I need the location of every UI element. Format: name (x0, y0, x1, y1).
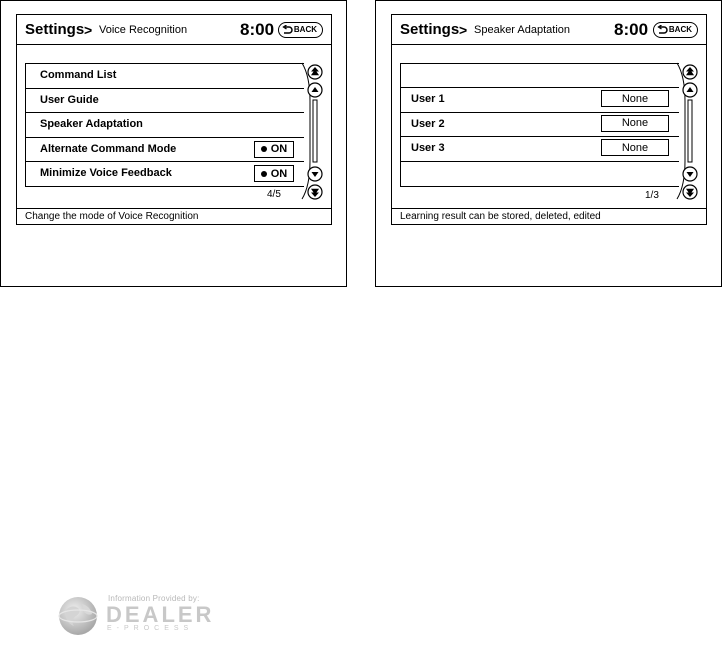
scroll-rail (300, 61, 330, 211)
user-label: User 2 (411, 117, 445, 130)
toggle-dot-icon (261, 171, 267, 177)
scroll-rail (675, 61, 705, 211)
page-down-icon[interactable] (683, 185, 697, 199)
speaker-adaptation-screen (391, 14, 707, 225)
list-spacer (401, 162, 679, 188)
header (392, 15, 706, 45)
back-button[interactable] (278, 22, 323, 38)
clock: 8:00 (240, 20, 275, 39)
page-indicator: 4/5 (267, 189, 281, 200)
breadcrumb-separator: > (84, 22, 93, 38)
watermark-brand: DEALER (106, 602, 215, 627)
list-item-label: User Guide (40, 93, 99, 106)
list-item[interactable] (26, 113, 304, 138)
user-value[interactable]: None (601, 139, 669, 156)
user-label: User 3 (411, 142, 445, 155)
page-indicator: 1/3 (645, 190, 659, 201)
list-item[interactable] (26, 64, 304, 89)
scroll-up-icon[interactable] (683, 83, 697, 97)
list-item[interactable] (26, 138, 304, 163)
back-button[interactable] (653, 22, 698, 38)
toggle-label: ON (270, 167, 288, 180)
list-item[interactable] (26, 162, 304, 187)
scroll-up-icon[interactable] (308, 83, 322, 97)
back-arrow-icon (657, 25, 668, 35)
toggle-indicator[interactable] (254, 165, 294, 182)
list-item-label: Alternate Command Mode (40, 142, 177, 155)
user-value[interactable]: None (601, 115, 669, 132)
list-item[interactable] (401, 113, 679, 138)
toggle-label: ON (270, 143, 288, 156)
voice-recognition-screen (16, 14, 332, 225)
scrollbar-track[interactable] (688, 100, 692, 162)
header-title: Settings (400, 21, 460, 38)
user-label: User 1 (411, 93, 445, 105)
voice-recognition-panel (0, 0, 347, 287)
watermark-subtitle: E-PROCESS (107, 625, 194, 632)
header-subtitle: Speaker Adaptation (474, 24, 571, 36)
list-item[interactable] (401, 137, 679, 162)
list-item-label: Speaker Adaptation (40, 118, 143, 131)
list-spacer (401, 64, 679, 88)
back-label: BACK (293, 25, 317, 34)
globe-logo-icon (56, 594, 100, 638)
dealer-watermark (56, 592, 266, 640)
watermark-caption: Information Provided by: (108, 594, 200, 603)
status-bar: Change the mode of Voice Recognition (17, 208, 331, 224)
settings-list (25, 63, 304, 187)
list-item[interactable] (26, 89, 304, 114)
list-item-label: Minimize Voice Feedback (40, 167, 172, 180)
page-up-icon[interactable] (683, 65, 697, 79)
clock: 8:00 (614, 20, 649, 39)
user-value[interactable]: None (601, 90, 669, 107)
header (17, 15, 331, 45)
scroll-down-icon[interactable] (308, 167, 322, 181)
back-arrow-icon (282, 25, 293, 35)
status-bar: Learning result can be stored, deleted, edited (392, 208, 706, 224)
breadcrumb-separator: > (459, 22, 468, 38)
header-subtitle: Voice Recognition (99, 24, 188, 36)
toggle-dot-icon (261, 146, 267, 152)
scrollbar-track[interactable] (313, 100, 317, 162)
header-title: Settings (25, 21, 85, 38)
list-item[interactable] (401, 88, 679, 113)
user-list (400, 63, 679, 187)
scroll-down-icon[interactable] (683, 167, 697, 181)
page-up-icon[interactable] (308, 65, 322, 79)
speaker-adaptation-panel (375, 0, 722, 287)
list-item-label: Command List (40, 69, 117, 81)
toggle-indicator[interactable] (254, 141, 294, 158)
back-label: BACK (668, 25, 692, 34)
page-down-icon[interactable] (308, 185, 322, 199)
